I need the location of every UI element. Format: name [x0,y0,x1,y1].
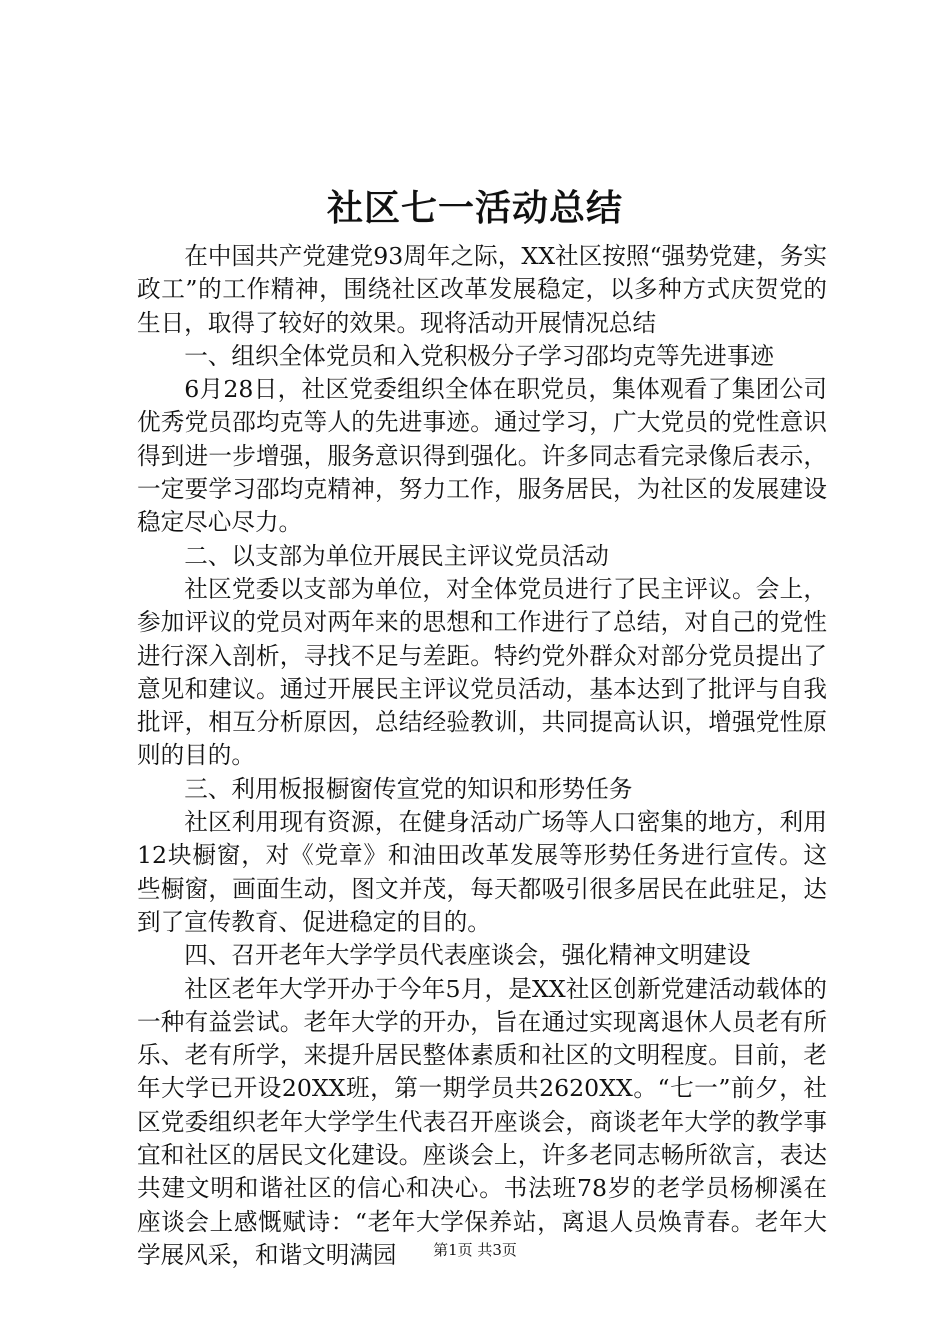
section-body-4: 社区老年大学开办于今年5月，是XX社区创新党建活动载体的一种有益尝试。老年大学的开办，旨在通过实现离退休人员老有所乐、老有所学，来提升居民整体素质和社区的文明程度。目前，老年大学已开设20XX班，第一期学员共2620XX。“七一”前夕，社区党委组织老年大学学生代表召开座谈会，商谈老年大学的教学事宜和社区的居民文化建设。座谈会上，许多老同志畅所欲言，表达共建文明和谐社区的信心和决心。书法班78岁的老学员杨柳溪在座谈会上感慨赋诗：“老年大学保养站，离退人员焕青春。老年大学展风采，和谐文明满园 [137,974,827,1269]
section-heading-3: 三、利用板报橱窗传宣党的知识和形势任务 [184,774,633,803]
document-body [137,240,827,1272]
section-heading-1: 一、组织全体党员和入党积极分子学习邵均克等先进事迹 [184,341,775,370]
document-title: 社区七一活动总结 [326,187,623,229]
section-body-1: 6月28日，社区党委组织全体在职党员，集体观看了集团公司优秀党员邵均克等人的先进事迹。通过学习，广大党员的党性意识得到进一步增强，服务意识得到强化。许多同志看完录像后表示，一定要学习邵均克精神，努力工作，服务居民，为社区的发展建设稳定尽心尽力。 [137,375,827,537]
section-heading-4: 四、召开老年大学学员代表座谈会，强化精神文明建设 [184,941,751,970]
section-body-3: 社区利用现有资源，在健身活动广场等人口密集的地方，利用12块橱窗，对《党章》和油田改革发展等形势任务进行宣传。这些橱窗，画面生动，图文并茂，每天都吸引很多居民在此驻足，达到了宣传教育、促进稳定的目的。 [137,808,827,936]
intro-paragraph: 在中国共产党建党93周年之际，XX社区按照“强势党建，务实政工”的工作精神，围绕社区改革发展稳定，以多种方式庆贺党的生日，取得了较好的效果。现将活动开展情况总结 [137,242,827,337]
section-heading-2: 二、以支部为单位开展民主评议党员活动 [184,541,609,570]
section-body-2: 社区党委以支部为单位，对全体党员进行了民主评议。会上，参加评议的党员对两年来的思想和工作进行了总结，对自己的党性进行深入剖析，寻找不足与差距。特约党外群众对部分党员提出了意见和建议。通过开展民主评议党员活动，基本达到了批评与自我批评，相互分析原因，总结经验教训，共同提高认识，增强党性原则的目的。 [137,574,827,770]
page-footer: 第1页 共3页 [433,1241,517,1259]
